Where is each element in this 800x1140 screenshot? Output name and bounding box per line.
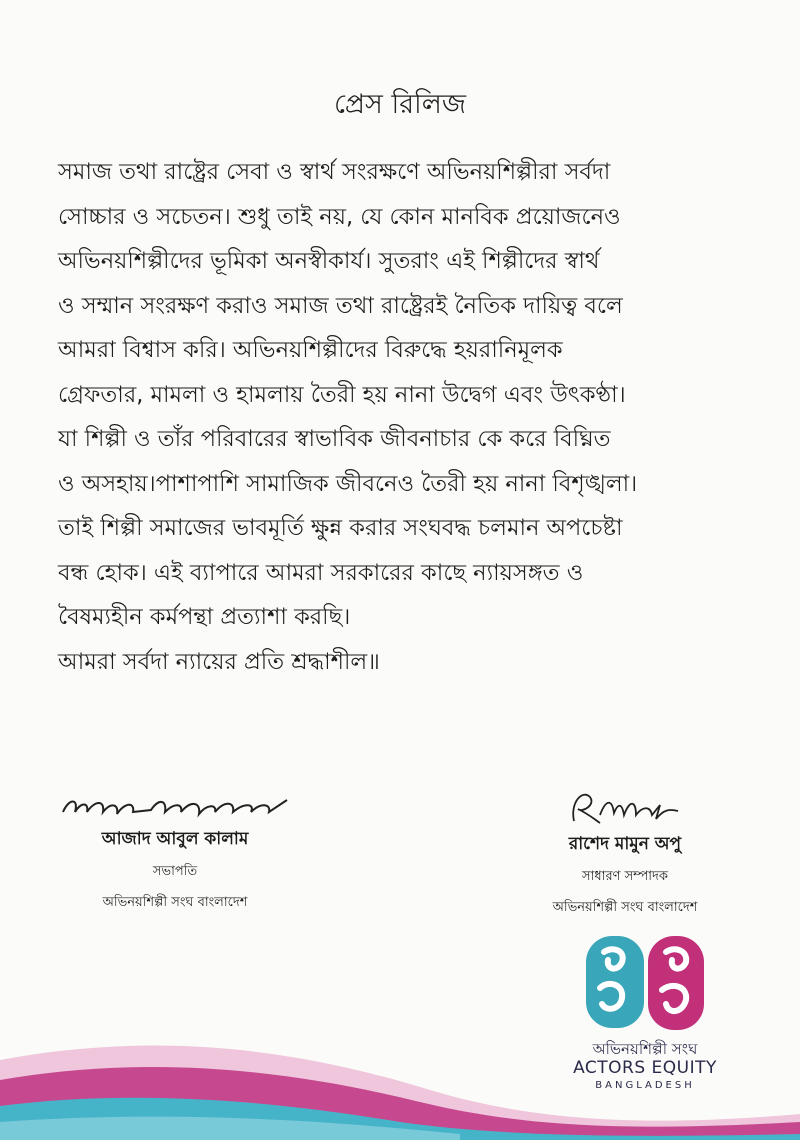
body-line: সোচ্চার ও সচেতন। শুধু তাই নয়, যে কোন মানবিক প্রয়োজনেও [58,203,621,230]
logo-country: BANGLADESH [595,1080,695,1091]
body-line: আমরা সর্বদা ন্যায়ের প্রতি শ্রদ্ধাশীল॥ [58,648,380,675]
signature-block-secretary [500,785,750,919]
decorative-wave-footer [0,1010,800,1140]
page-title: প্রেস রিলিজ [333,89,467,120]
signatory-organization: অভিনয়শিল্পী সংঘ বাংলাদেশ [102,895,248,910]
signatory-name: রাশেদ মামুন অপু [568,834,682,854]
logo-name-bangla: অভিনয়শিল্পী সংঘ [592,1040,698,1058]
signatory-title: সভাপতি [152,864,198,879]
signatory-title: সাধারণ সম্পাদক [582,869,668,884]
signatory-name: আজাদ আবুল কালাম [101,829,249,849]
logo-name-english: ACTORS EQUITY [573,1058,717,1078]
signature-block-president [40,790,310,914]
body-line: বৈষম্যহীন কর্মপন্থা প্রত্যাশা করছি। [58,604,351,630]
body-line: ও অসহায়।পাশাপাশি সামাজিক জীবনেও তৈরী হয় নানা বিশৃঙ্খলা। [58,470,638,497]
press-release-body [58,150,778,684]
body-line: ও সম্মান সংরক্ষণ করাও সমাজ তথা রাষ্ট্রেরই নৈতিক দায়িত্ব বলে [58,292,623,319]
body-line: যা শিল্পী ও তাঁর পরিবারের স্বাভাবিক জীবনাচার কে করে বিঘ্নিত [58,426,611,452]
body-line: অভিনয়শিল্পীদের ভূমিকা অনস্বীকার্য। সুতরাং এই শিল্পীদের স্বার্থ [58,248,600,274]
body-line: গ্রেফতার, মামলা ও হামলায় তৈরী হয় নানা উদ্বেগ এবং উৎকণ্ঠা। [58,381,626,408]
body-line: সমাজ তথা রাষ্ট্রের সেবা ও স্বার্থ সংরক্ষণে অভিনয়শিল্পীরা সর্বদা [58,159,611,185]
signature-scribble [560,785,690,829]
body-line: আমরা বিশ্বাস করি। অভিনয়শিল্পীদের বিরুদ্ধে হয়রানিমূলক [58,337,563,363]
signatory-organization: অভিনয়শিল্পী সংঘ বাংলাদেশ [552,900,698,915]
body-line: বন্ধ হোক। এই ব্যাপারে আমরা সরকারের কাছে ন্যায়সঙ্গত ও [58,559,584,586]
signature-scribble [55,790,295,824]
body-line: তাই শিল্পী সমাজের ভাবমূর্তি ক্ষুন্ন করার সংঘবদ্ধ চলমান অপচেষ্টা [58,515,623,541]
